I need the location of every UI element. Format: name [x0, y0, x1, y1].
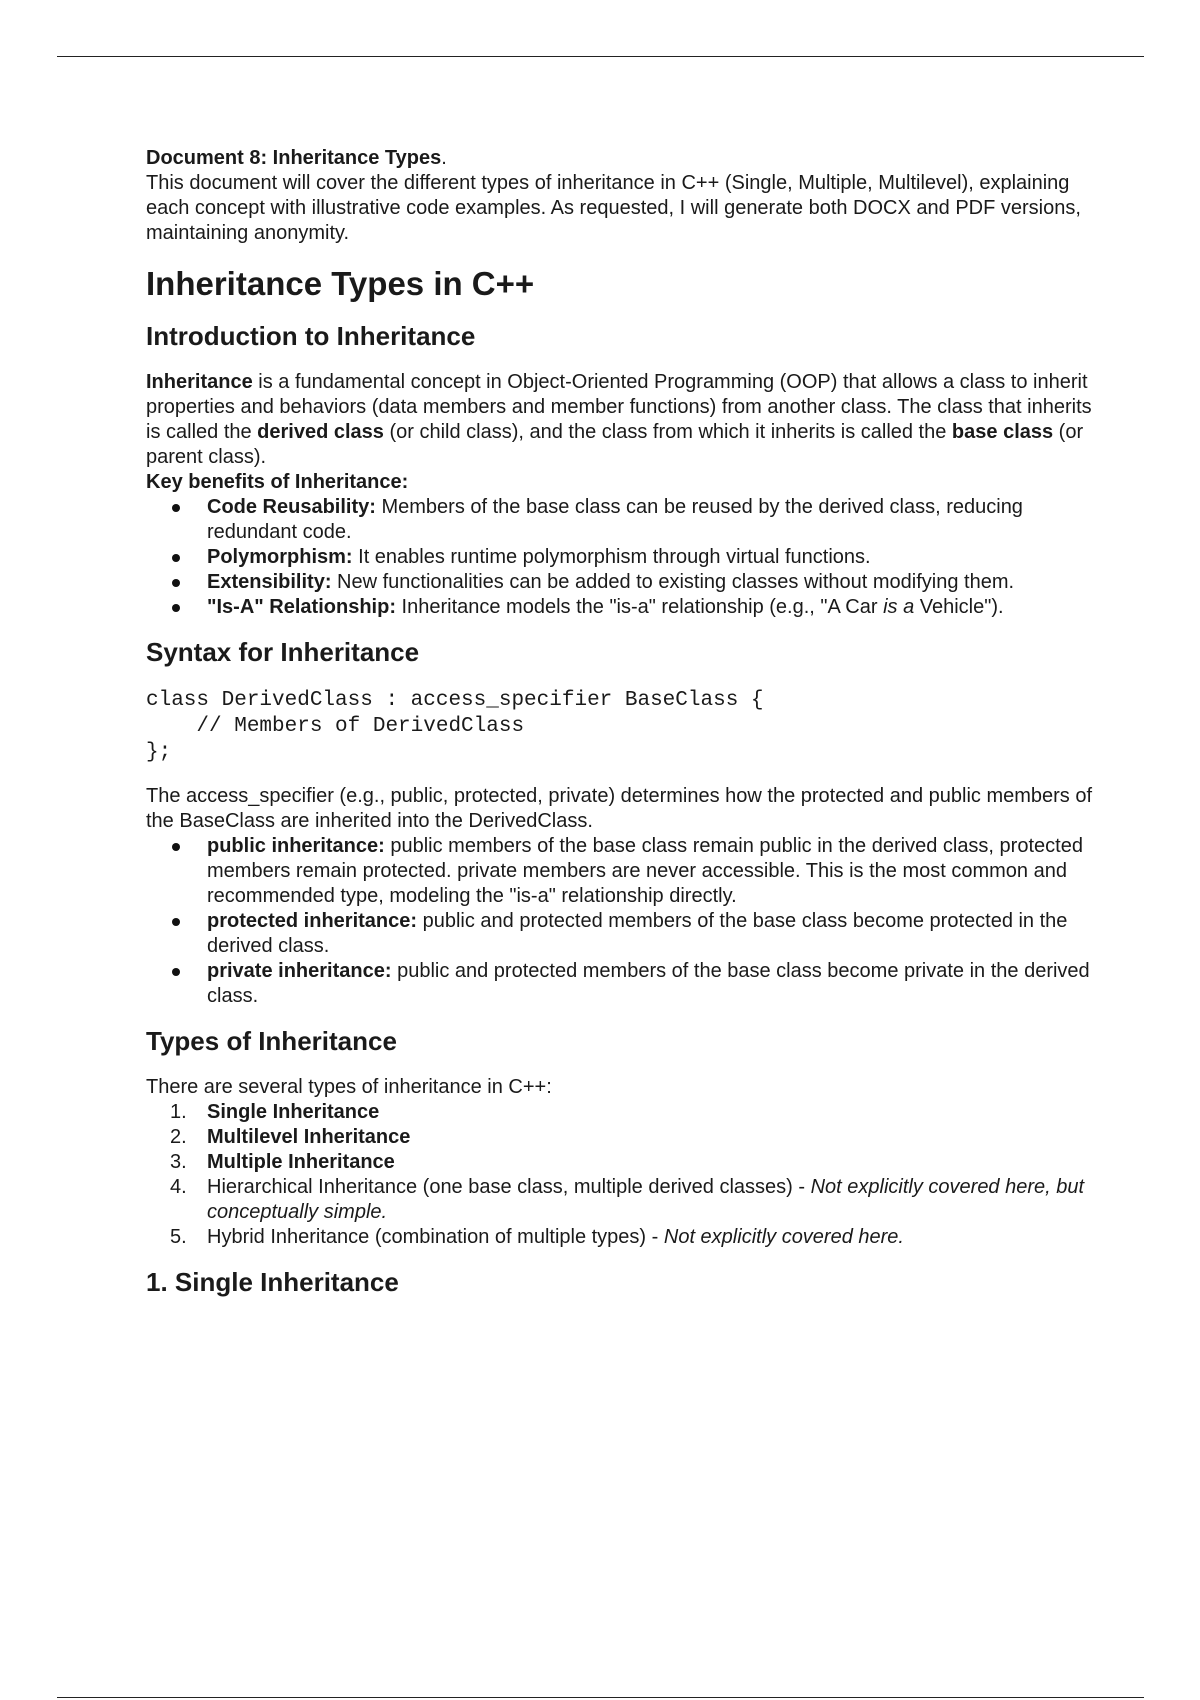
list-item: Polymorphism: It enables runtime polymorphism through virtual functions.: [146, 545, 1106, 570]
document-body: [146, 146, 1106, 1298]
list-item: Code Reusability: Members of the base class can be reused by the derived class, reducing redundant code.: [146, 495, 1106, 545]
doc-title: Document 8: Inheritance Types: [146, 147, 442, 169]
list-item: private inheritance: public and protected members of the base class become private in the derived class.: [146, 959, 1106, 1009]
types-description: There are several types of inheritance in C++:: [146, 1076, 552, 1098]
list-item: 5. Hybrid Inheritance (combination of multiple types) - Not explicitly covered here.: [170, 1226, 904, 1248]
introduction-heading: Introduction to Inheritance: [146, 321, 476, 351]
term-inheritance: Inheritance: [146, 371, 253, 393]
benefits-list: [146, 495, 1106, 620]
doc-title-suffix: .: [441, 147, 447, 169]
list-item: 2. Multilevel Inheritance: [170, 1126, 411, 1148]
inheritance-definition: Inheritance is a fundamental concept in Object-Oriented Programming (OOP) that allows a class to inherit properties and behaviors (data members and member functions) from another class. The class that inherits is called the derived class (or child class), and the class from which it inherits is called the base class (or parent class).: [146, 371, 1092, 468]
list-item: 1. Single Inheritance: [170, 1101, 380, 1123]
doc-description: This document will cover the different types of inheritance in C++ (Single, Multiple, Multilevel), explaining each concept with illustrative code examples. As requested, I will generate both DOCX and PDF versions, maintaining anonymity.: [146, 172, 1081, 244]
types-list: [146, 1100, 1106, 1250]
main-title: Inheritance Types in C++: [146, 265, 535, 302]
bottom-rule: [57, 1697, 1144, 1698]
syntax-heading: Syntax for Inheritance: [146, 637, 420, 667]
term-derived-class: derived class: [257, 421, 384, 443]
list-item: 3. Multiple Inheritance: [170, 1151, 395, 1173]
list-item: public inheritance: public members of the base class remain public in the derived class, protected members remain protected. private members are never accessible. This is the most common and recommended type, modeling the "is-a" relationship directly.: [146, 834, 1106, 909]
benefits-label: Key benefits of Inheritance:: [146, 471, 409, 493]
code-block: class DerivedClass : access_specifier BaseClass { // Members of DerivedClass };: [146, 689, 764, 764]
doc-intro-title: [146, 146, 1106, 171]
list-item: Extensibility: New functionalities can be added to existing classes without modifying them.: [146, 570, 1106, 595]
list-item: protected inheritance: public and protected members of the base class become protected in the derived class.: [146, 909, 1106, 959]
access-specifier-list: [146, 834, 1106, 1009]
list-item: 4. Hierarchical Inheritance (one base class, multiple derived classes) - Not explicitly covered here, but conceptually simple.: [170, 1176, 1085, 1223]
access-specifier-description: The access_specifier (e.g., public, protected, private) determines how the protected and public members of the BaseClass are inherited into the DerivedClass.: [146, 785, 1093, 832]
single-inheritance-heading: 1. Single Inheritance: [146, 1267, 399, 1297]
list-item: "Is-A" Relationship: Inheritance models the "is-a" relationship (e.g., "A Car is a Vehicle").: [146, 595, 1106, 620]
top-rule: [57, 56, 1144, 57]
types-heading: Types of Inheritance: [146, 1026, 397, 1056]
term-base-class: base class: [951, 421, 1054, 443]
